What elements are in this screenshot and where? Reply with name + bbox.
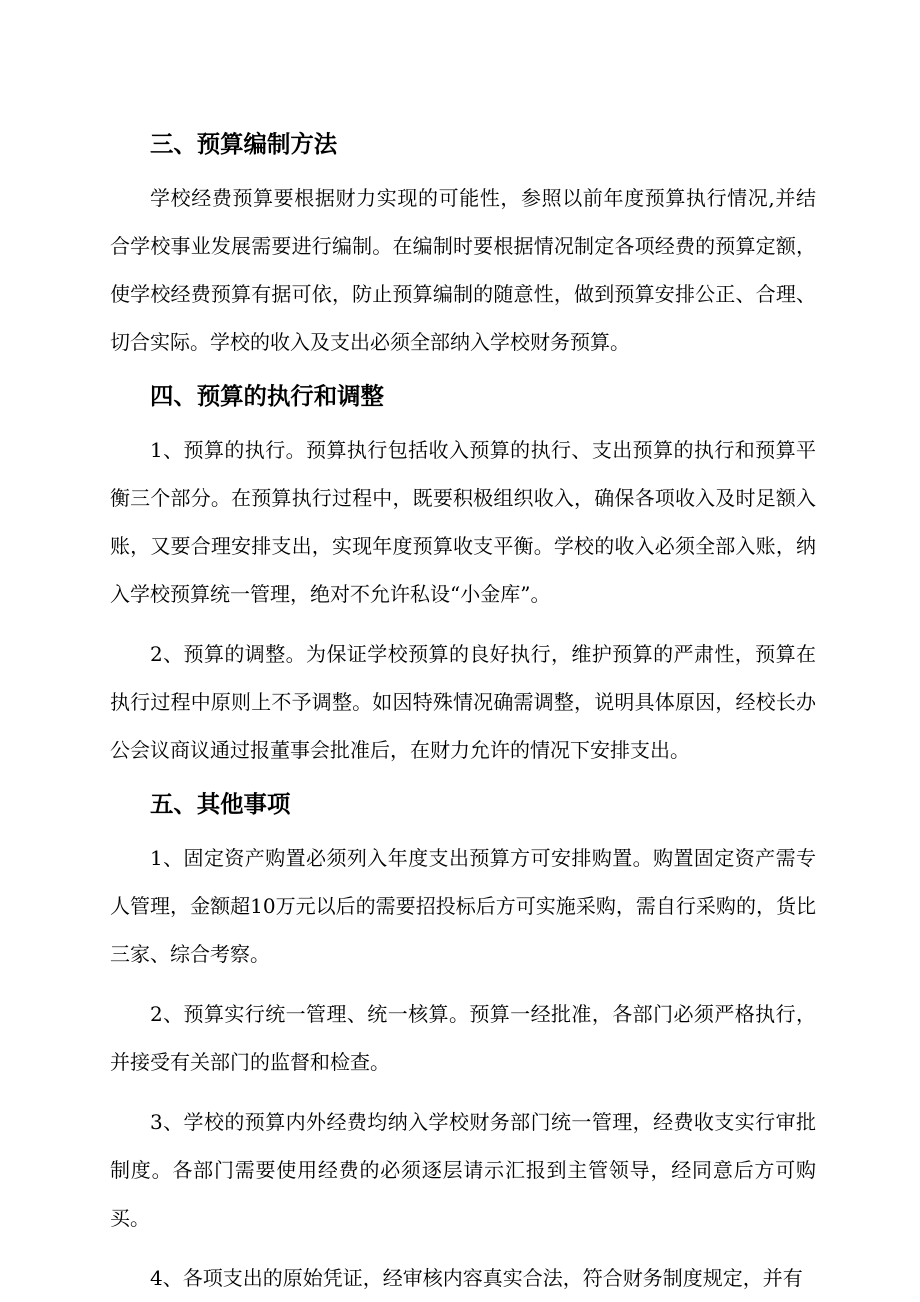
section-3-heading: 三、预算编制方法 — [150, 130, 338, 158]
section-4-heading: 四、预算的执行和调整 — [150, 382, 384, 410]
section-3-paragraph: 学校经费预算要根据财力实现的可能性，参照以前年度预算执行情况,并结合学校事业发展需要进行编制。在编制时要根据情况制定各项经费的预算定额，使学校经费预算有据可依，防止预算编制的随意性，做到预算安排公正、合理、切合实际。学校的收入及支出必须全部纳入学校财务预算。 — [110, 186, 816, 354]
section-4-paragraph-2: 2、预算的调整。为保证学校预算的良好执行，维护预算的严肃性，预算在执行过程中原则上不予调整。如因特殊情况确需调整，说明具体原因，经校长办公会议商议通过报董事会批准后，在财力允许的情况下安排支出。 — [110, 642, 816, 762]
section-5-paragraph-2: 2、预算实行统一管理、统一核算。预算一经批准，各部门必须严格执行，并接受有关部门的监督和检查。 — [110, 1002, 816, 1074]
section-5-paragraph-4: 4、各项支出的原始凭证，经审核内容真实合法，符合财务制度规定，并有 — [150, 1266, 803, 1290]
section-5-paragraph-3: 3、学校的预算内外经费均纳入学校财务部门统一管理，经费收支实行审批制度。各部门需要使用经费的必须逐层请示汇报到主管领导，经同意后方可购买。 — [110, 1110, 816, 1230]
section-5-paragraph-1: 1、固定资产购置必须列入年度支出预算方可安排购置。购置固定资产需专人管理，金额超10万元以后的需要招投标后方可实施采购，需自行采购的，货比三家、综合考察。 — [110, 846, 816, 966]
document-body — [110, 126, 816, 1302]
section-4-paragraph-1: 1、预算的执行。预算执行包括收入预算的执行、支出预算的执行和预算平衡三个部分。在预算执行过程中，既要积极组织收入，确保各项收入及时足额入账，又要合理安排支出，实现年度预算收支平衡。学校的收入必须全部入账，纳入学校预算统一管理，绝对不允许私设“小金库”。 — [110, 438, 816, 606]
section-5-heading: 五、其他事项 — [150, 790, 291, 818]
